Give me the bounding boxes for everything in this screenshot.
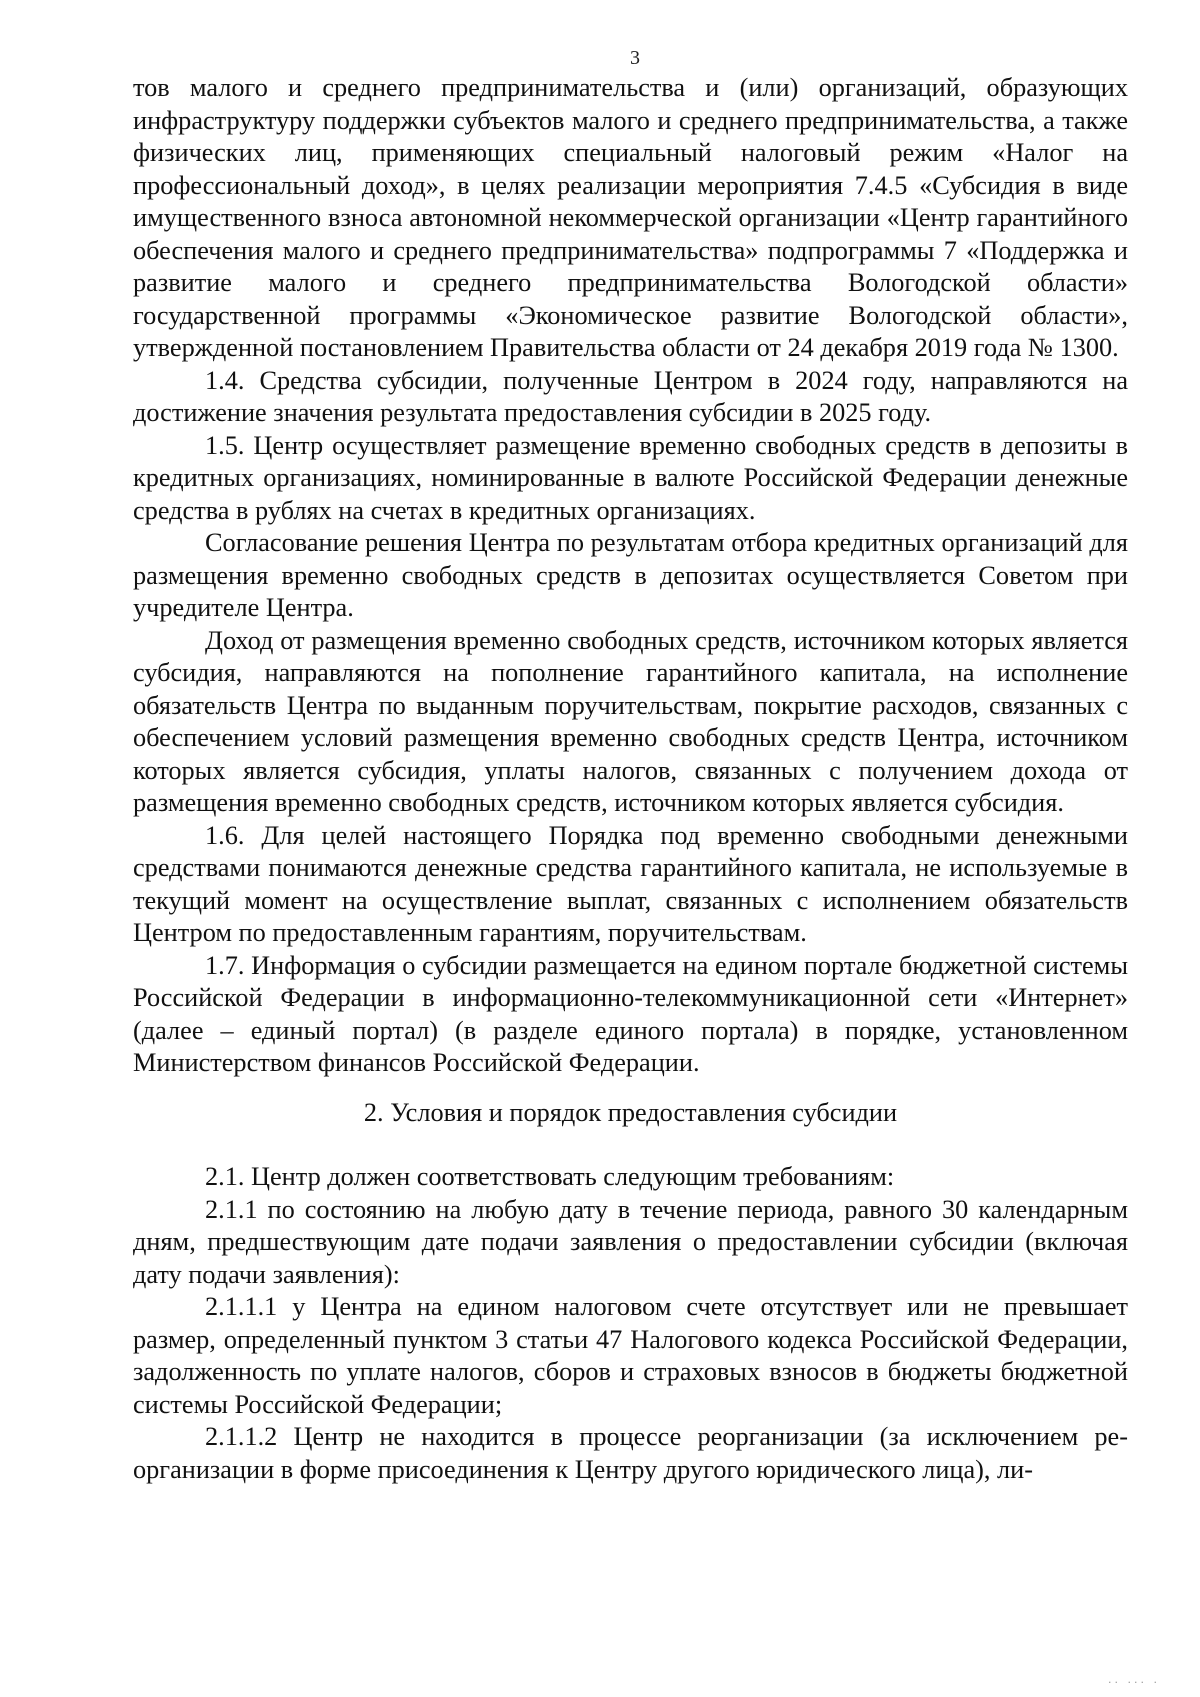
paragraph-2-1-1-2: 2.1.1.2 Центр не находится в процессе реорганизации (за исключением реорганизации в форме присоединения к Центру другого юридического лица), ли- xyxy=(133,1422,1128,1484)
paragraph-continuation: тов малого и среднего предпринимательства и (или) организаций, образующих инфраструктуру поддержки субъектов малого и среднего предпринимательства, а также физических лиц, применяющих специальный налоговый режим «Налог на профессиональный доход», в целях реализации мероприятия 7.4.5 «Субсидия в виде имущественного взноса автономной некоммерческой организации «Центр гарантийного обеспечения малого и среднего предпринимательства» подпрограммы 7 «Поддержка и развитие малого и среднего предпринимательства Вологодской области» государственной программы «Экономическое развитие Вологодской области», утвержденной постановлением Правительства области от 24 декабря 2019 года № 1300. xyxy=(133,73,1128,362)
paragraph-income: Доход от размещения временно свободных средств, источником которых является субсидия, направляются на пополнение гарантийного капитала, на исполнение обязательств Центра по выданным поручительствам, покрытие расходов, связанных с обеспечением условий размещения временно свободных средств Центра, источником которых является субсидия, уплаты налогов, связанных с получением дохода от размещения временно свободных средств, источником которых является субсидия. xyxy=(133,625,1128,817)
page-number: 3 xyxy=(630,47,640,69)
paragraph-2-1-1-1: 2.1.1.1 у Центра на едином налоговом счете отсутствует или не превышает размер, определенный пунктом 3 статьи 47 Налогового кодекса Российской Федерации, задолженность по уплате налогов, сборов и страховых взносов в бюджеты бюджетной системы Российской Федерации; xyxy=(133,1292,1128,1419)
section-heading: 2. Условия и порядок предоставления субсидии xyxy=(363,1097,898,1127)
paragraph-1-5: 1.5. Центр осуществляет размещение временно свободных средств в депозиты в кредитных организациях, номинированные в валюте Российской Федерации денежные средства в рублях на счетах в кредитных организациях. xyxy=(133,430,1128,525)
paragraph-2-1-1: 2.1.1 по состоянию на любую дату в течение периода, равного 30 календарным дням, предшествующим дате подачи заявления о предоставлении субсидии (включая дату подачи заявления): xyxy=(133,1194,1128,1289)
scan-artifact-marks: ·· ··· · xyxy=(1108,1676,1160,1689)
paragraph-1-6: 1.6. Для целей настоящего Порядка под временно свободными денежными средствами понимаются денежные средства гарантийного капитала, не используемые в текущий момент на осуществление выплат, связанных с исполнением обязательств Центром по предоставленным гарантиям, поручительствам. xyxy=(133,820,1128,947)
document-body xyxy=(133,72,1128,1486)
paragraph-approval: Согласование решения Центра по результатам отбора кредитных организаций для размещения временно свободных средств в депозитах осуществляется Советом при учредителе Центра. xyxy=(133,528,1128,622)
paragraph-2-1: 2.1. Центр должен соответствовать следующим требованиям: xyxy=(205,1162,895,1191)
paragraph-1-7: 1.7. Информация о субсидии размещается на едином портале бюджетной системы Российской Федерации в информационно-телекоммуникационной сети «Интернет» (далее – единый портал) (в разделе единого портала) в порядке, установленном Министерством финансов Российской Федерации. xyxy=(133,950,1128,1077)
paragraph-1-4: 1.4. Средства субсидии, полученные Центром в 2024 году, направляются на достижение значения результата предоставления субсидии в 2025 году. xyxy=(133,365,1128,427)
